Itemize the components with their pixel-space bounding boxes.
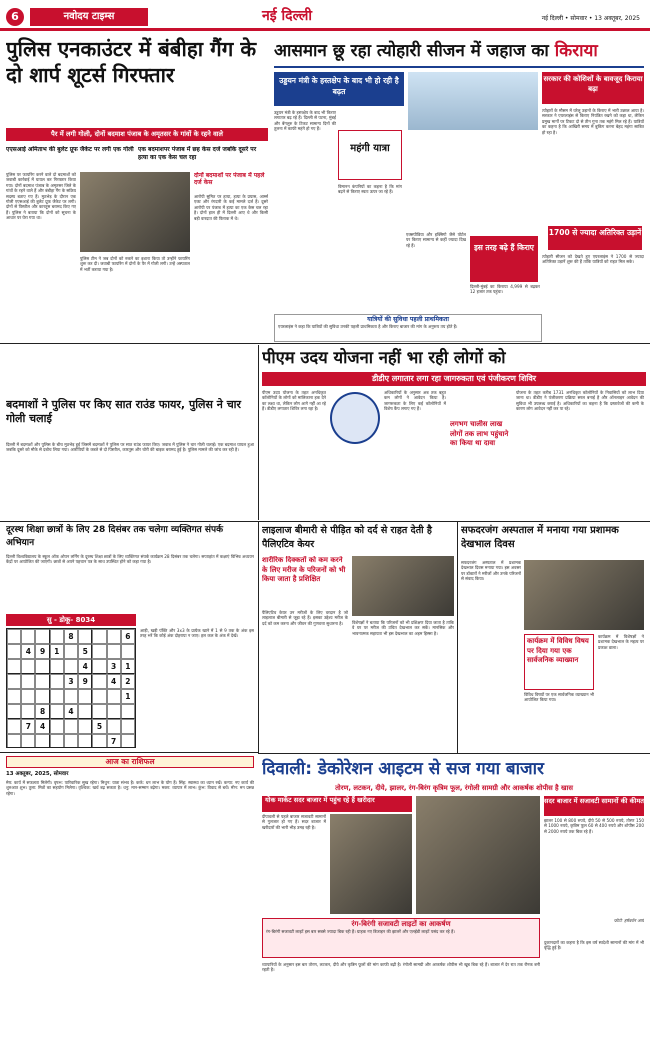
sudoku-cell bbox=[50, 659, 64, 674]
sudoku-cell bbox=[92, 629, 106, 644]
sudoku-cell bbox=[64, 659, 78, 674]
sudoku-cell: 4 bbox=[35, 719, 49, 734]
sudoku-instructions: आड़ी, खड़ी पंक्ति और 3x3 के प्रत्येक खाने में 1 से 9 तक के अंक इस तरह भरें कि कोई अंक दोहराया न जाए। हल कल के अंक में देखें। bbox=[140, 628, 254, 639]
story4-headline: बदमाशों ने पुलिस पर किए सात राउंड फायर, पुलिस ने चार गोली चलाई bbox=[6, 398, 242, 425]
story8-body-col2: व्यापारियों के अनुसार इस बार तोरण, लटकन, दीये और कृत्रिम फूलों की मांग काफी बढ़ी है। रंगोली सामग्री और आकर्षक शोपीस भी खूब बिक रहे हैं। बाजार में देर रात तक रौनक बनी रहती है। bbox=[262, 962, 540, 973]
sudoku-cell bbox=[7, 704, 21, 719]
story6-pullquote: शारीरिक दिक्कतों को कम करने के लिए मरीज के परिजनों को भी किया जाता है प्रशिक्षित bbox=[262, 556, 346, 583]
sudoku-cell bbox=[35, 674, 49, 689]
sudoku-cell bbox=[7, 734, 21, 748]
sudoku-cell bbox=[107, 689, 121, 704]
sudoku-cell: 9 bbox=[78, 674, 92, 689]
story3-body-col1: पीएम उदय योजना के तहत अनधिकृत कॉलोनियों के लोगों को मालिकाना हक देने का लक्ष्य था, लेकिन लोग आगे नहीं आ रहे हैं। डीडीए लगातार शिविर लगा रहा है। bbox=[262, 390, 326, 412]
story2-tag: महंगी यात्रा bbox=[350, 143, 390, 154]
sudoku-cell bbox=[64, 689, 78, 704]
story2-extra-flights-title: 1700 से ज्यादा अतिरिक्त उड़ानें bbox=[548, 226, 642, 250]
sudoku-cell: 4 bbox=[78, 659, 92, 674]
story6-body-col1: पैलिएटिव केयर उन मरीजों के लिए वरदान है जो लाइलाज बीमारी से जूझ रहे हैं। इसका उद्देश्य मरीज के दर्द को कम करना और जीवन की गुणवत्ता सुधारना है। bbox=[262, 610, 348, 626]
story1-photo-caption: दोनों बदमाशों पर पंजाब में पहले दर्ज केस bbox=[194, 172, 265, 186]
sudoku-cell bbox=[7, 674, 21, 689]
story6-photo bbox=[352, 556, 454, 616]
story7-pullquote: कार्यक्रम में विविध विषय पर दिया गया एक सार्वजनिक व्याख्यान bbox=[524, 634, 594, 690]
story1-headline-box bbox=[6, 36, 268, 126]
story7-photo bbox=[524, 560, 644, 630]
story7-body-col2: कार्यक्रम में विशेषज्ञों ने प्रशामक देखभाल के महत्व पर प्रकाश डाला। bbox=[598, 634, 644, 650]
story2-box-body: एयरलाइंस ने कहा कि यात्रियों की सुविधा उनकी पहली प्राथमिकता है और किराए बाजार की मांग के अनुरूप तय होते हैं। bbox=[278, 324, 458, 329]
story8-photo-1 bbox=[330, 814, 412, 914]
sudoku-cell bbox=[64, 734, 78, 748]
sudoku-cell: 4 bbox=[21, 644, 35, 659]
sudoku-cell bbox=[121, 644, 135, 659]
story1-sidebar-text: आरोपी सुमित पर हत्या, हत्या के प्रयास, आर्म्स एक्ट और रंगदारी के कई मामले दर्ज हैं। दूसरे आरोपी पर पंजाब में हत्या का एक केस चल रहा है। दोनों हाल ही में दिल्ली आए थे और किसी बड़ी वारदात की फिराक में थे। bbox=[194, 194, 268, 221]
sudoku-cell bbox=[7, 719, 21, 734]
story2-body-col1: उड्डयन मंत्री के हस्तक्षेप के बाद भी किराए लगातार बढ़ रहे हैं। दिल्ली से पटना, मुंबई और बेंगलुरु के टिकट सामान्य दिनों की तुलना में काफी महंगे हो गए हैं। bbox=[274, 110, 336, 132]
story2-headline-box bbox=[274, 36, 644, 68]
sudoku-cell bbox=[21, 629, 35, 644]
story2-body-col2: विमानन कंपनियों का कहना है कि मांग बढ़ने से किराए स्वतः ऊपर जा रहे हैं। bbox=[338, 184, 402, 195]
story2-plane-photo bbox=[408, 72, 538, 130]
photo-credit: फोटो: हर्षवर्धन आर्य bbox=[613, 918, 644, 923]
sudoku-cell bbox=[78, 719, 92, 734]
sudoku-cell bbox=[50, 734, 64, 748]
story8-box-title: सदर बाजार में सजावटी सामानों की कीमत bbox=[544, 796, 644, 816]
story8-box-body: झालर 100 से 800 रुपये, दीये 50 से 500 रुपये, तोरण 150 से 1000 रुपये, कृत्रिम फूल 60 से 400 रुपये और शोपीस 200 से 2000 रुपये तक बिक रहे हैं। bbox=[544, 818, 644, 834]
sudoku-cell bbox=[21, 689, 35, 704]
sudoku-cell bbox=[78, 689, 92, 704]
sudoku-cell bbox=[78, 704, 92, 719]
divider bbox=[258, 753, 650, 754]
sudoku-cell bbox=[50, 719, 64, 734]
sudoku-cell bbox=[78, 629, 92, 644]
sudoku-cell bbox=[121, 704, 135, 719]
masthead-strip bbox=[0, 28, 650, 31]
sudoku-cell bbox=[35, 734, 49, 748]
sudoku-cell bbox=[35, 629, 49, 644]
divider bbox=[258, 521, 259, 753]
story3-pullquote: लगभग चालीस लाख लोगों तक लाभ पहुंचाने का किया था दावा bbox=[450, 420, 509, 447]
sudoku-cell bbox=[92, 734, 106, 748]
sudoku-cell: 8 bbox=[64, 629, 78, 644]
divider bbox=[0, 521, 650, 522]
sudoku-cell bbox=[50, 704, 64, 719]
story2-badge: इस तरह बढ़े हैं किराए bbox=[470, 236, 538, 282]
story8-body-col3: दुकानदारों का कहना है कि इस वर्ष स्वदेशी सामानों की मांग में भी वृद्धि हुई है। bbox=[544, 940, 644, 951]
story6-headline: लाइलाज बीमारी से पीड़ित को दर्द से राहत देती है पैलिएटिव केयर bbox=[262, 525, 432, 550]
sudoku-cell: 3 bbox=[64, 674, 78, 689]
sudoku-cell bbox=[78, 734, 92, 748]
story3-subheadline: डीडीए लगातार लगा रहा जागरुकता एवं पंजीकरण शिविर bbox=[262, 372, 646, 386]
story2-deck: उड्डयन मंत्री के हस्तक्षेप के बाद भी हो रही है बढ़त bbox=[274, 72, 404, 106]
sudoku-cell bbox=[64, 719, 78, 734]
page-number: 6 bbox=[6, 8, 24, 26]
sudoku-cell: 4 bbox=[64, 704, 78, 719]
story2-headline-highlight: किराया bbox=[554, 41, 598, 61]
divider bbox=[0, 752, 258, 753]
sudoku-cell bbox=[7, 659, 21, 674]
story1-point2: एक बदमाशपर पंजाब में छह केस दर्ज जबकि दूसरे पर हत्या का एक केस चल रहा bbox=[138, 146, 257, 161]
divider bbox=[457, 521, 458, 753]
horoscope-header bbox=[6, 756, 254, 768]
story8-photo-2 bbox=[416, 796, 540, 914]
sudoku-cell: 5 bbox=[78, 644, 92, 659]
sudoku-cell bbox=[107, 644, 121, 659]
story1-headline: पुलिस एनकाउंटर में बंबीहा गैंग के दो शार्प शूटर्स गिरफ्तार bbox=[6, 37, 257, 87]
sudoku-cell bbox=[107, 704, 121, 719]
sudoku-cell bbox=[7, 629, 21, 644]
sudoku-cell bbox=[21, 659, 35, 674]
story1-subheadline: पैर में लगी गोली, दोनों बदमाश पंजाब के अमृतसर के गांवों के रहने वाले bbox=[6, 128, 268, 141]
story8-highlight: रंग-बिरंगी सजावटी लाइटों का आकर्षण bbox=[351, 920, 451, 928]
issue-date: नई दिल्ली • सोमवार • 13 अक्तूबर, 2025 bbox=[541, 15, 640, 22]
sudoku-cell: 3 bbox=[107, 659, 121, 674]
story2-sidebar-body: त्योहारों के मौसम में घरेलू उड़ानों के किराए में भारी उछाल आया है। सरकार ने एयरलाइंस से किराए नियंत्रित रखने को कहा था, लेकिन प्रमुख मार्गों पर टिकट दो से तीन गुना तक महंगे मिल रहे हैं। यात्रियों का कहना है कि आखिरी समय में बुकिंग करना बेहद महंगा साबित हो रहा है। bbox=[542, 108, 644, 135]
story7-headline: सफदरजंग अस्पताल में मनाया गया प्रशामक देखभाल दिवस bbox=[461, 525, 619, 550]
dda-logo bbox=[330, 392, 380, 444]
story5-headline: दूरस्थ शिक्षा छात्रों के लिए 28 दिसंबर तक चलेगा व्यक्तिगत संपर्क अभियान bbox=[6, 525, 224, 548]
story7-body-col1: सफदरजंग अस्पताल में प्रशामक देखभाल दिवस मनाया गया। इस अवसर पर डॉक्टरों ने मरीजों और उनके परिजनों से संवाद किया। bbox=[461, 560, 521, 582]
story2-tag-box bbox=[338, 130, 402, 180]
sudoku-cell: 4 bbox=[107, 674, 121, 689]
sudoku-cell bbox=[21, 704, 35, 719]
story5-body: दिल्ली विश्वविद्यालय के स्कूल ऑफ ओपन लर्निंग के दूरस्थ शिक्षा छात्रों के लिए व्यक्तिगत संपर्क कार्यक्रम 28 दिसंबर तक चलेगा। सप्ताहांत में कक्षाएं विभिन्न अध्ययन केंद्रों पर आयोजित की जाएंगी। छात्रों से अपने पहचान पत्र के साथ उपस्थित होने को कहा गया है। bbox=[6, 554, 254, 565]
sudoku-cell bbox=[50, 689, 64, 704]
story8-deck: योक मार्केट सदर बाजार में पहुंच रहे हैं खरीदार bbox=[262, 796, 412, 812]
sudoku-cell bbox=[92, 644, 106, 659]
sudoku-cell bbox=[121, 719, 135, 734]
sudoku-cell bbox=[7, 689, 21, 704]
story1-point1: एएसआई अमिताभ की बुलेट प्रूफ जैकेट पर लगी एक गोली bbox=[6, 146, 134, 153]
sudoku-cell: 7 bbox=[21, 719, 35, 734]
sudoku-cell bbox=[64, 644, 78, 659]
story2-body-col3: एक्सपीडिया और इक्सिगो जैसे पोर्टल पर किराए सामान्य से कहीं ज्यादा दिख रहे हैं। bbox=[406, 232, 466, 248]
sudoku-cell bbox=[21, 734, 35, 748]
story2-box-title: यात्रियों की सुविधा पहली प्राथमिकता bbox=[367, 316, 449, 323]
sudoku-cell: 2 bbox=[121, 674, 135, 689]
city-label: नई दिल्ली bbox=[262, 8, 313, 24]
sudoku-cell: 1 bbox=[121, 659, 135, 674]
divider bbox=[0, 343, 650, 344]
story8-highlight-box bbox=[262, 918, 540, 958]
story1-body: पुलिस पर फायरिंग करने वाले दो बदमाशों को जवाबी कार्रवाई में घायल कर गिरफ्तार किया गया। दोनों बदमाश पंजाब के अमृतसर जिले के गांवों के रहने वाले हैं और बंबीहा गैंग के सक्रिय सदस्य बताए गए हैं। मुठभेड़ के दौरान एक गोली एएसआई की बुलेट प्रूफ जैकेट पर लगी। दोनों से पिस्तौल और कारतूस बरामद किए गए हैं। पुलिस ने बताया कि दोनों को सूचना के आधार पर घेरा गया था। bbox=[6, 172, 76, 221]
horoscope-date: 13 अक्तूबर, 2025, सोमवार bbox=[6, 771, 69, 777]
sudoku-cell bbox=[121, 734, 135, 748]
sudoku-cell bbox=[92, 704, 106, 719]
sudoku-cell bbox=[107, 719, 121, 734]
sudoku-cell bbox=[50, 629, 64, 644]
story3-body-col2: अधिकारियों के अनुसार अब तक बहुत कम लोगों ने आवेदन किया है। जागरूकता के लिए कई कॉलोनियों में विशेष कैंप लगाए गए हैं। bbox=[384, 390, 446, 412]
story8-body-col1: दीपावली से पहले बाजार सजावटी सामानों से गुलजार हो गए हैं। सदर बाजार में खरीदारों की भारी भीड़ उमड़ रही है। bbox=[262, 814, 326, 830]
story2-extra-flights-body: त्योहारी सीजन को देखते हुए एयरलाइंस ने 1700 से ज्यादा अतिरिक्त उड़ानें शुरू की हैं ताकि यात्रियों को राहत मिल सके। bbox=[542, 254, 644, 265]
sudoku-cell bbox=[35, 689, 49, 704]
horoscope-body: मेष: कार्य में सफलता मिलेगी। वृषभ: पारिवारिक सुख रहेगा। मिथुन: यात्रा संभव है। कर्क: धन लाभ के योग हैं। सिंह: स्वास्थ्य का ध्यान रखें। कन्या: नए कार्य की शुरुआत शुभ। तुला: मित्रों का सहयोग मिलेगा। वृश्चिक: खर्च बढ़ सकता है। धनु: मान-सम्मान बढ़ेगा। मकर: व्यापार में लाभ। कुंभ: विवाद से बचें। मीन: मन प्रसन्न रहेगा। bbox=[6, 780, 254, 796]
sudoku-cell bbox=[35, 659, 49, 674]
story2-headline: आसमान छू रहा त्योहारी सीजन में जहाज का किराया bbox=[274, 41, 598, 61]
sudoku-cell: 6 bbox=[121, 629, 135, 644]
sudoku-title: सु - डोकू- 8034 bbox=[6, 614, 136, 626]
story1-photo bbox=[80, 172, 190, 252]
story8-highlight-body: रंग-बिरंगी सजावटी लाइटें इस बार सबसे ज्यादा बिक रही हैं। ग्राहक नए डिजाइन की झालरें और एलईडी लाइटें पसंद कर रहे हैं। bbox=[266, 929, 455, 934]
sudoku-cell: 7 bbox=[107, 734, 121, 748]
story2-body-col4: दिल्ली-मुंबई का किराया 4,999 से बढ़कर 12 हजार तक पहुंचा। bbox=[470, 284, 540, 295]
sudoku-cell: 5 bbox=[92, 719, 106, 734]
story8-headline: दिवाली: डेकोरेशन आइटम से सज गया बाजार bbox=[262, 759, 544, 779]
story4-body: दिल्ली में बदमाशों और पुलिस के बीच मुठभेड़ हुई जिसमें बदमाशों ने पुलिस पर सात राउंड फायर किए। जवाब में पुलिस ने चार गोली चलाई। एक बदमाश घायल हुआ जबकि दूसरे को मौके से दबोच लिया गया। आरोपियों के कब्जे से दो पिस्तौल, कारतूस और चोरी की बाइक बरामद हुई है। पुलिस मामले की जांच कर रही है। bbox=[6, 442, 254, 453]
story8-subheadline: तोरण, लटकन, दीये, झालर, रंग-बिरंग कृत्रिम फूल, रंगोली सामग्री और आकर्षक शोपीस है खास bbox=[335, 784, 573, 792]
sudoku-cell bbox=[92, 674, 106, 689]
sudoku-grid bbox=[6, 628, 136, 748]
story3-body-col3: योजना के तहत करीब 1731 अनधिकृत कॉलोनियों के निवासियों को लाभ दिया जाना था। डीडीए ने पंजीकरण प्रक्रिया सरल बनाई है और ऑनलाइन आवेदन की सुविधा भी उपलब्ध कराई है। अधिकारियों का कहना है कि दस्तावेजों की कमी के कारण लोग आवेदन नहीं कर पा रहे। bbox=[516, 390, 644, 412]
horoscope-title: आज का राशिफल bbox=[105, 757, 155, 766]
story2-sidebar-title: सरकार की कोशिशों के बावजूद किराया बढ़ा bbox=[542, 72, 644, 104]
sudoku-cell bbox=[7, 644, 21, 659]
sudoku-cell: 1 bbox=[50, 644, 64, 659]
story2-box bbox=[274, 314, 542, 342]
sudoku-cell: 8 bbox=[35, 704, 49, 719]
sudoku-cell bbox=[50, 674, 64, 689]
story3-headline: पीएम उदय योजना नहीं भा रही लोगों को bbox=[262, 348, 506, 367]
divider bbox=[258, 345, 259, 520]
sudoku-cell bbox=[92, 689, 106, 704]
sudoku-cell: 1 bbox=[121, 689, 135, 704]
masthead bbox=[0, 0, 650, 32]
paper-name: नवोदय टाइम्स bbox=[30, 8, 148, 26]
story7-body-col3: विविध विषयों पर एक सार्वजनिक व्याख्यान भी आयोजित किया गया। bbox=[524, 692, 594, 703]
story1-body-2: पुलिस टीम ने जब दोनों को रुकने का इशारा किया तो उन्होंने फायरिंग शुरू कर दी। जवाबी फायरिंग में दोनों के पैर में गोली लगी। उन्हें अस्पताल में भर्ती कराया गया है। bbox=[80, 256, 190, 272]
story6-body-col2: विशेषज्ञों ने बताया कि परिजनों को भी प्रशिक्षण दिया जाता है ताकि वे घर पर मरीज की उचित देखभाल कर सकें। मानसिक और भावनात्मक सहायता भी इस देखभाल का अहम हिस्सा है। bbox=[352, 620, 454, 636]
sudoku-cell: 9 bbox=[35, 644, 49, 659]
sudoku-cell bbox=[21, 674, 35, 689]
sudoku-cell bbox=[92, 659, 106, 674]
sudoku-cell bbox=[107, 629, 121, 644]
